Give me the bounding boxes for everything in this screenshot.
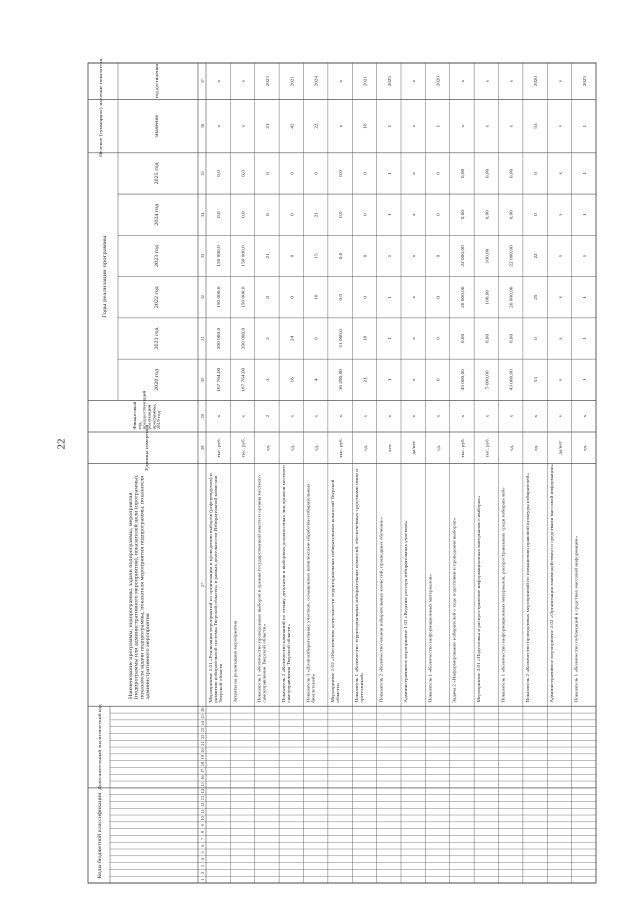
row-unit: тыс. руб. xyxy=(339,438,344,458)
row-year-value: 20 000,00 xyxy=(461,286,466,308)
row-target-year: х xyxy=(461,79,466,83)
row-year-value: 31 060,0 xyxy=(339,329,344,348)
row-year-value: 0,00 xyxy=(485,210,491,220)
table-row xyxy=(331,79,344,702)
row-year-value: 20 000,00 xyxy=(509,286,515,308)
row-year-value: 200 000,0 xyxy=(217,327,222,350)
row-year-value: 200 000,0 xyxy=(241,327,247,350)
row-target-value: х xyxy=(217,124,222,128)
row-target-value: 22 xyxy=(314,123,320,129)
table-row xyxy=(477,79,490,702)
row-unit: ед. xyxy=(266,444,271,451)
years-group-header-label: Годы реализации программы xyxy=(102,235,108,318)
row-year-value: 0 xyxy=(436,295,442,299)
column-number-10: 10 xyxy=(200,816,205,821)
row-year-value: 0,00 xyxy=(509,210,515,220)
column-number-3: 3 xyxy=(200,864,205,868)
row-base-value: х xyxy=(290,414,296,418)
row-year-value: 0,0 xyxy=(217,170,222,177)
row-year-value: 0,00 xyxy=(461,168,466,179)
row-target-year: 2023 xyxy=(266,76,271,87)
column-number-19: 19 xyxy=(200,755,205,760)
row-target-year: х xyxy=(217,79,222,83)
row-year-value: х xyxy=(558,378,564,382)
table-row xyxy=(282,75,295,702)
row-year-value: 0,0 xyxy=(339,211,344,219)
row-unit: чел. xyxy=(388,443,393,453)
row-name: Показатель 3 «Доля избирательных участков, оснащенных комплексами обработки избирательныхбюллетеней» xyxy=(306,483,317,703)
row-name: Мероприятие 1.01 «Реализация мероприятий по организации и проведению выборов (референдумов) иразвитию избирательной системы Тверской области» в рамках деятельности Избирательной комиссииТверской области xyxy=(209,473,224,703)
row-year-value: 43 000,00 xyxy=(509,369,515,391)
row-year-value: 0,0 xyxy=(241,211,247,219)
row-year-value: 1 xyxy=(583,172,588,175)
column-number-4: 4 xyxy=(200,858,205,861)
table-row xyxy=(575,75,588,702)
table-row xyxy=(551,79,564,702)
row-year-value: х xyxy=(412,172,417,175)
row-year-value: 0,0 xyxy=(339,252,344,260)
row-year-value: 167 764,00 xyxy=(241,367,247,392)
column-number-14: 14 xyxy=(200,789,205,794)
column-number-6: 6 xyxy=(200,844,205,847)
row-name: Показатель 1 «Количество информационных материалов, распространенных среди избирателей» xyxy=(501,487,507,703)
row-target-year: 2020 xyxy=(436,76,442,87)
table-row xyxy=(502,79,515,702)
row-target-value: 21 xyxy=(266,123,271,129)
row-year-value: 0,00 xyxy=(485,333,491,344)
row-year-value: х xyxy=(558,254,564,258)
row-base-value: х xyxy=(412,414,417,418)
row-year-value: 0 xyxy=(290,172,296,175)
row-base-value: х xyxy=(436,414,442,418)
row-year-value: 0 xyxy=(363,213,369,217)
row-name: Показатель 1 «Количество территориальных избирательных комиссий, обеспеченных средствами связи иоргтехникой» xyxy=(355,468,365,703)
target-group-header-label: Целевое (суммарное) значение показателя xyxy=(99,58,104,157)
column-number-33: 33 xyxy=(200,253,205,259)
row-year-value: 1 xyxy=(583,254,588,258)
column-number-row xyxy=(200,79,204,881)
row-target-year: х xyxy=(412,79,417,83)
row-base-value: х xyxy=(534,414,539,418)
row-target-value: х xyxy=(461,124,466,128)
row-year-value: 1 xyxy=(388,213,393,217)
row-year-value: 167 764,00 xyxy=(217,367,222,392)
row-year-value: 0,00 xyxy=(509,333,515,344)
row-year-value: х xyxy=(412,337,417,340)
table-row xyxy=(307,75,320,702)
row-target-value: 42 xyxy=(290,123,296,129)
column-number-36: 36 xyxy=(200,123,205,129)
year-header-1: 2020 год xyxy=(154,368,160,391)
unit-header-label: Единица измерения xyxy=(145,424,150,471)
row-year-value: х xyxy=(558,213,564,217)
row-unit: ед. xyxy=(534,444,539,451)
row-target-value: 1 xyxy=(388,124,393,128)
row-year-value: 0 xyxy=(436,254,442,258)
table-row xyxy=(258,75,271,702)
row-year-value: 22 000,00 xyxy=(509,245,515,267)
row-unit: ед. xyxy=(363,444,369,451)
row-target-year: 2021 xyxy=(363,76,369,87)
row-year-value: 25 xyxy=(534,294,539,300)
row-target-year: 2025 xyxy=(583,76,588,87)
column-number-30: 30 xyxy=(200,377,205,382)
page-number: 22 xyxy=(55,438,68,450)
row-name: Показатель 1 «Количество информационных материалов» xyxy=(428,574,434,703)
row-target-value: х xyxy=(485,124,491,128)
row-base-value: х xyxy=(339,414,344,418)
name-header-label: Наименование программы, подпрограммы, задачи подпрограммы, мероприятия(подпрограммы или административного мероприятия), показателей цели (программы),показателя задачи подпрограммы, показателя мероприятия подпрограммы, показателяадминистративного мероприятия xyxy=(128,474,152,699)
column-number-25: 25 xyxy=(200,714,205,719)
table-row xyxy=(453,79,466,702)
row-unit: ед. xyxy=(509,444,515,451)
column-number-37: 37 xyxy=(200,79,205,84)
row-year-value: 1 xyxy=(583,337,588,340)
column-number-18: 18 xyxy=(200,761,205,767)
table-row xyxy=(234,79,247,702)
row-target-year: х xyxy=(339,79,344,83)
row-year-value: 0 xyxy=(266,172,271,175)
column-number-11: 11 xyxy=(200,809,205,814)
column-number-31: 31 xyxy=(200,336,205,341)
row-year-value: 0,0 xyxy=(339,170,344,177)
column-number-23: 23 xyxy=(200,727,205,733)
row-base-value: х xyxy=(558,414,564,418)
row-unit: тыс. руб. xyxy=(461,438,466,458)
table-border xyxy=(88,63,596,883)
row-year-value: 0,00 xyxy=(461,210,466,220)
row-year-value: 45 000,00 xyxy=(461,369,466,391)
column-number-8: 8 xyxy=(200,830,205,834)
row-year-value: 21 xyxy=(363,377,369,383)
row-year-value: 0 xyxy=(436,213,442,217)
row-year-value: 0,0 xyxy=(339,293,344,301)
row-year-value: 0 xyxy=(314,337,320,340)
row-year-value: 24 xyxy=(290,335,296,342)
row-name: Показатель 2 «Количество членов избирательных комиссий, прошедших обучение» xyxy=(379,517,385,703)
row-year-value: 0 xyxy=(436,378,442,382)
row-year-value: 16 xyxy=(290,377,296,383)
table-grid xyxy=(88,58,596,883)
column-number-7: 7 xyxy=(200,837,205,840)
year-header-2: 2021 год xyxy=(154,327,160,350)
row-name: Мероприятие 2.01 «Подготовка и распространение информационных материалов о выборах» xyxy=(477,495,482,703)
row-target-value: 18 xyxy=(363,123,369,129)
table-row xyxy=(209,79,223,702)
column-number-12: 12 xyxy=(200,802,205,808)
row-year-value: 0 xyxy=(290,213,296,217)
column-number-28: 28 xyxy=(200,445,205,450)
row-year-value: 0 xyxy=(363,172,369,175)
row-unit: да/нет xyxy=(412,441,417,455)
table-row xyxy=(526,75,539,702)
row-year-value: 0 xyxy=(266,213,271,217)
row-year-value: 10 xyxy=(314,294,320,300)
row-base-value: х xyxy=(583,414,588,418)
row-base-value: х xyxy=(217,414,222,418)
row-year-value: 0 xyxy=(266,295,271,299)
row-year-value: 4 xyxy=(314,378,320,382)
row-year-value: 0 xyxy=(436,172,442,175)
row-year-value: 0,00 xyxy=(509,168,515,179)
row-name: Задача 2 «Информирование избирателей о ходе подготовки и проведения выборов» xyxy=(453,517,458,703)
row-year-value: 0 xyxy=(534,213,539,217)
row-year-value: 0,0 xyxy=(241,170,247,177)
row-unit: ед. xyxy=(436,444,442,451)
row-year-value: 0 xyxy=(436,337,442,340)
row-year-value: 15 xyxy=(314,253,320,259)
row-target-year: 2020 xyxy=(534,76,539,87)
row-name: Показатель 2 «Количество проведенных мероприятий по повышению правовой культуры избирателей» xyxy=(526,473,531,703)
row-year-value: 2 xyxy=(266,337,271,340)
row-target-year: х xyxy=(558,79,564,83)
row-year-value: х xyxy=(412,295,417,299)
column-number-24: 24 xyxy=(200,721,205,726)
column-number-22: 22 xyxy=(200,734,205,740)
row-name: Показатель 1 «Количество публикаций в средствах массовой информации» xyxy=(574,536,580,703)
row-year-value: 0 xyxy=(534,337,539,340)
row-year-value: 1 xyxy=(388,295,393,299)
row-base-value: х xyxy=(363,414,369,418)
row-base-value: х xyxy=(461,414,466,418)
row-name: Административное мероприятие 1.03 «Ведение реестра избирательных участков» xyxy=(404,520,409,703)
row-year-value: х xyxy=(412,378,417,382)
row-target-value: х xyxy=(558,124,564,128)
row-name: Затраты на реализацию мероприятия xyxy=(233,620,239,703)
row-target-value: 53 xyxy=(534,123,539,129)
row-target-value: х xyxy=(412,124,417,128)
row-year-value: 0,00 xyxy=(485,168,491,179)
column-number-1: 1 xyxy=(200,878,205,881)
row-year-value: 1 xyxy=(583,213,588,217)
codes-header-label: Коды бюджетной классификации xyxy=(97,792,103,879)
row-name: Административное мероприятие 2.02 «Организация взаимодействия со средствами массовой информации» xyxy=(550,463,556,703)
column-number-20: 20 xyxy=(200,748,205,753)
row-unit: тыс. руб. xyxy=(241,438,247,458)
row-name: Показатель 1 «Количество проведенных выборов в органы государственной власти и органы местногосамоуправления Тверской области» xyxy=(258,475,268,703)
row-year-value: 5 000,00 xyxy=(485,370,491,390)
column-number-32: 32 xyxy=(200,295,205,300)
row-name: Показатель 2 «Количество кампаний по отзыву депутатов и выборных должностных лиц органов местногосамоуправления Тверской области» xyxy=(282,465,292,703)
row-year-value: 0 xyxy=(290,295,296,299)
row-target-value: х xyxy=(241,124,247,128)
column-number-9: 9 xyxy=(200,824,205,827)
table-row xyxy=(429,75,442,702)
row-year-value: 1 xyxy=(388,337,393,340)
row-year-value: 0 xyxy=(363,254,369,258)
row-year-value: 150 000,0 xyxy=(241,286,247,308)
row-unit: тыс. руб. xyxy=(485,438,491,458)
row-base-value: х xyxy=(485,414,491,418)
rotated-landscape-page xyxy=(88,58,596,883)
row-year-value: 150 000,0 xyxy=(217,286,222,308)
column-number-26: 26 xyxy=(200,707,205,712)
row-year-value: 22 000,00 xyxy=(461,245,466,267)
row-unit: да/нет xyxy=(558,441,564,455)
row-year-value: 1 xyxy=(583,295,588,299)
row-target-value: х xyxy=(339,124,344,128)
row-year-value: 0 xyxy=(314,172,320,175)
row-year-value: 150 000,0 xyxy=(241,245,247,267)
row-unit: тыс. руб. xyxy=(217,438,222,458)
row-target-value: 1 xyxy=(583,124,588,128)
row-year-value: х xyxy=(558,337,564,340)
financial-year-header-label: Финансовыйгод,предшествующийреализациипрограммы,2019 год xyxy=(133,390,162,430)
column-number-34: 34 xyxy=(200,212,205,217)
target-value-header-label: значение xyxy=(154,114,160,138)
row-year-value: 1 xyxy=(583,378,588,382)
target-year-header-label: год достижения xyxy=(155,64,160,99)
row-year-value: х xyxy=(412,254,417,258)
row-target-year: х xyxy=(241,79,247,83)
row-unit: ед. xyxy=(314,444,320,451)
row-year-value: 150 000,0 xyxy=(217,245,222,267)
column-number-35: 35 xyxy=(200,171,205,176)
row-year-value: 0,00 xyxy=(461,333,466,344)
row-target-year: 2021 xyxy=(290,76,296,87)
row-unit: ед. xyxy=(290,444,296,451)
row-base-value: х xyxy=(388,414,393,418)
column-number-15: 15 xyxy=(200,782,205,787)
row-target-year: х xyxy=(509,79,515,83)
year-header-4: 2023 год xyxy=(154,245,160,267)
row-year-value: 0,0 xyxy=(217,211,222,219)
row-year-value: 0 xyxy=(363,295,369,299)
row-year-value: 100,00 xyxy=(485,289,491,305)
year-header-6: 2025 год xyxy=(154,162,160,185)
row-year-value: 18 xyxy=(363,335,369,342)
row-target-year: 2025 xyxy=(388,76,393,87)
row-base-value: х xyxy=(509,414,515,418)
column-number-17: 17 xyxy=(200,768,205,774)
row-year-value: 21 xyxy=(266,253,271,259)
column-number-27: 27 xyxy=(200,582,205,588)
row-year-value: 53 xyxy=(534,377,539,383)
row-year-value: х xyxy=(558,172,564,175)
row-target-year: х xyxy=(485,79,491,83)
column-number-2: 2 xyxy=(200,871,205,874)
row-year-value: х xyxy=(412,213,417,217)
row-base-value: 2 xyxy=(266,414,271,418)
year-header-3: 2022 год xyxy=(154,286,160,309)
row-target-value: 1 xyxy=(436,124,442,128)
year-header-5: 2024 год xyxy=(154,203,160,226)
row-year-value: 3 xyxy=(266,378,271,382)
row-base-value: х xyxy=(241,414,247,418)
table-row xyxy=(380,75,393,702)
row-year-value: 1 xyxy=(388,378,393,382)
column-number-5: 5 xyxy=(200,851,205,854)
table-header xyxy=(97,58,162,878)
table-row xyxy=(356,75,369,702)
row-name: Мероприятие 1.02 «Обеспечение деятельности территориальных избирательных комиссий Тверскойобласти» xyxy=(331,479,341,703)
row-year-value: 100,00 xyxy=(485,248,491,264)
row-year-value: 0 xyxy=(290,254,296,258)
table-row xyxy=(404,79,417,702)
column-number-13: 13 xyxy=(200,795,205,801)
row-target-value: х xyxy=(509,124,515,128)
row-base-value: х xyxy=(314,414,320,418)
row-target-year: 2024 xyxy=(314,76,320,87)
additional-code-header-label: Дополнительный аналитический код xyxy=(98,704,103,790)
column-number-16: 16 xyxy=(200,775,205,780)
row-year-value: 0 xyxy=(534,172,539,175)
row-year-value: 1 xyxy=(388,254,393,258)
row-year-value: 22 xyxy=(534,253,539,259)
column-number-29: 29 xyxy=(200,414,205,419)
row-year-value: 36 290,80 xyxy=(339,369,344,391)
column-number-21: 21 xyxy=(200,741,205,746)
row-year-value: 21 xyxy=(314,212,320,218)
row-year-value: 1 xyxy=(388,172,393,175)
row-unit: ед. xyxy=(583,444,588,451)
row-year-value: х xyxy=(558,295,564,299)
